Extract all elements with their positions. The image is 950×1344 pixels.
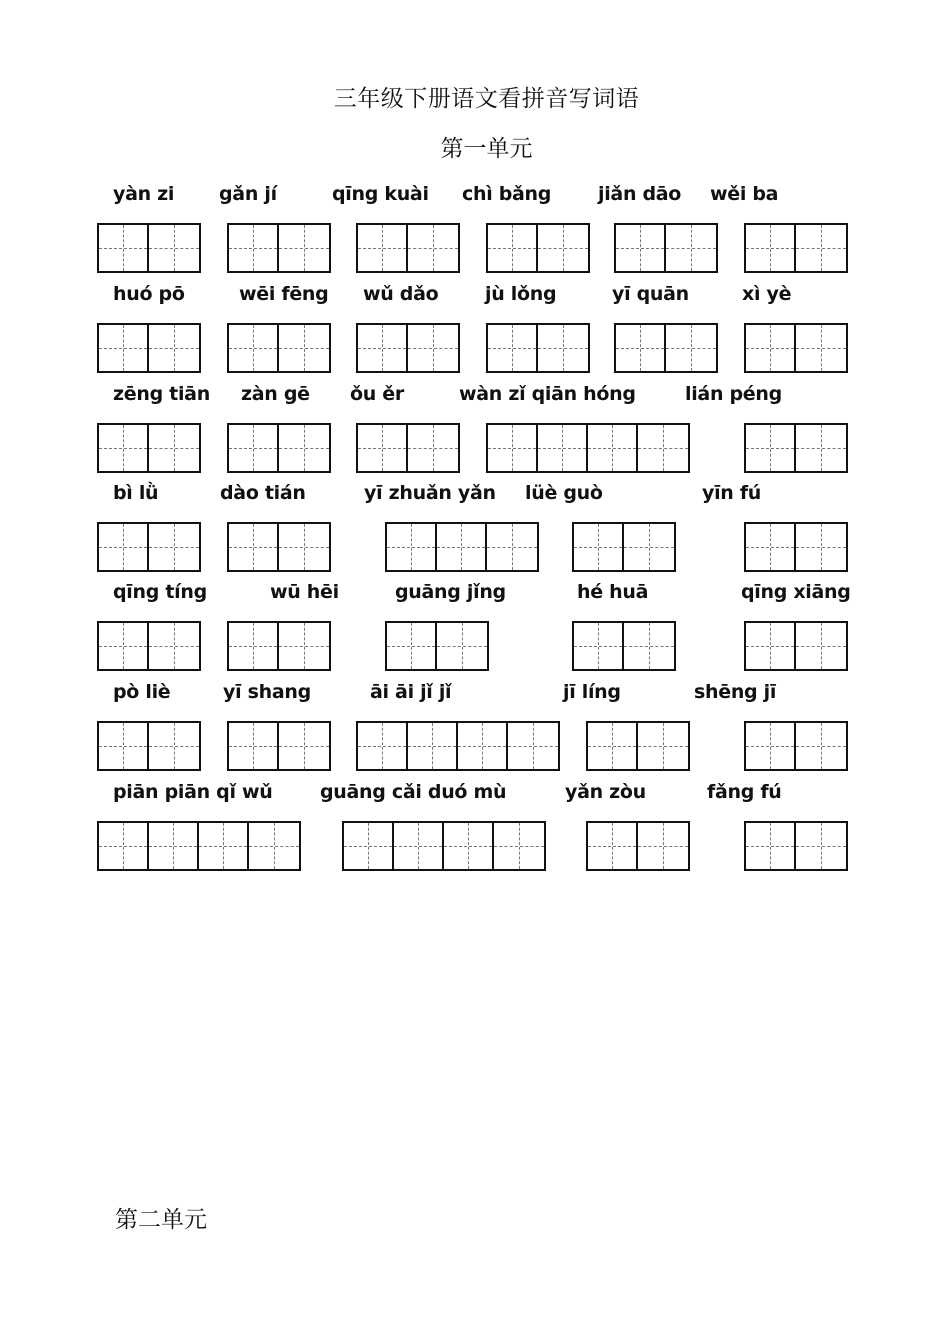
answer-grid[interactable] (227, 423, 331, 473)
character-cell[interactable] (538, 225, 588, 271)
character-cell[interactable] (229, 425, 279, 471)
answer-grid[interactable] (744, 821, 848, 871)
answer-grid[interactable] (227, 223, 331, 273)
pinyin-prompt: dào tián (220, 482, 306, 504)
character-cell[interactable] (796, 823, 846, 869)
character-cell[interactable] (229, 723, 279, 769)
character-cell[interactable] (638, 723, 688, 769)
character-cell[interactable] (796, 325, 846, 371)
character-cell[interactable] (279, 225, 329, 271)
character-cell[interactable] (538, 425, 588, 471)
character-cell[interactable] (149, 325, 199, 371)
pinyin-prompt: yīn fú (702, 482, 762, 504)
character-cell[interactable] (437, 623, 487, 669)
character-cell[interactable] (746, 524, 796, 570)
character-cell[interactable] (99, 623, 149, 669)
character-cell[interactable] (796, 623, 846, 669)
character-cell[interactable] (358, 723, 408, 769)
character-cell[interactable] (279, 623, 329, 669)
character-cell[interactable] (624, 524, 674, 570)
pinyin-prompt: āi āi jǐ jǐ (370, 681, 452, 703)
character-cell[interactable] (444, 823, 494, 869)
character-cell[interactable] (149, 225, 199, 271)
character-cell[interactable] (387, 623, 437, 669)
character-cell[interactable] (588, 425, 638, 471)
character-cell[interactable] (588, 823, 638, 869)
pinyin-prompt: fǎng fú (707, 781, 782, 803)
character-cell[interactable] (588, 723, 638, 769)
character-cell[interactable] (279, 425, 329, 471)
pinyin-prompt: wàn zǐ qiān hóng (459, 383, 636, 405)
character-cell[interactable] (99, 325, 149, 371)
answer-grid[interactable] (586, 821, 690, 871)
answer-grid[interactable] (614, 323, 718, 373)
character-cell[interactable] (796, 425, 846, 471)
pinyin-prompt: yī zhuǎn yǎn (364, 482, 496, 504)
character-cell[interactable] (746, 225, 796, 271)
pinyin-prompt: ǒu ěr (350, 383, 404, 405)
character-cell[interactable] (249, 823, 299, 869)
pinyin-prompt: huó pō (113, 283, 185, 305)
pinyin-prompt: jù lǒng (485, 283, 557, 305)
answer-grid[interactable] (356, 323, 460, 373)
pinyin-prompt: yǎn zòu (565, 781, 646, 803)
character-cell[interactable] (488, 225, 538, 271)
answer-grid[interactable] (227, 721, 331, 771)
character-cell[interactable] (149, 623, 199, 669)
character-cell[interactable] (638, 823, 688, 869)
pinyin-prompt: qīng tíng (113, 581, 207, 603)
answer-grid[interactable] (614, 223, 718, 273)
answer-grid[interactable] (385, 621, 489, 671)
pinyin-prompt: jiǎn dāo (598, 183, 682, 205)
pinyin-prompt: wū hēi (270, 581, 339, 603)
pinyin-prompt: yàn zi (113, 183, 175, 205)
character-cell[interactable] (99, 425, 149, 471)
answer-grid[interactable] (342, 821, 546, 871)
answer-grid[interactable] (486, 323, 590, 373)
pinyin-prompt: lián péng (685, 383, 782, 405)
pinyin-prompt: zàn gē (241, 383, 310, 405)
answer-grid[interactable] (572, 522, 676, 572)
pinyin-prompt: guāng cǎi duó mù (320, 781, 507, 803)
character-cell[interactable] (746, 425, 796, 471)
pinyin-prompt: hé huā (577, 581, 649, 603)
character-cell[interactable] (408, 723, 458, 769)
pinyin-prompt: chì bǎng (462, 183, 552, 205)
answer-grid[interactable] (385, 522, 539, 572)
character-cell[interactable] (574, 524, 624, 570)
character-cell[interactable] (746, 623, 796, 669)
character-cell[interactable] (494, 823, 544, 869)
answer-grid[interactable] (572, 621, 676, 671)
character-cell[interactable] (796, 225, 846, 271)
pinyin-prompt: lüè guò (525, 482, 603, 504)
answer-grid[interactable] (227, 323, 331, 373)
answer-grid[interactable] (744, 423, 848, 473)
character-cell[interactable] (99, 524, 149, 570)
answer-grid[interactable] (744, 721, 848, 771)
character-cell[interactable] (488, 425, 538, 471)
character-cell[interactable] (638, 425, 688, 471)
character-cell[interactable] (279, 723, 329, 769)
page-title: 三年级下册语文看拼音写词语 (333, 86, 640, 112)
answer-grid[interactable] (227, 522, 331, 572)
character-cell[interactable] (149, 425, 199, 471)
answer-grid[interactable] (486, 223, 590, 273)
character-cell[interactable] (408, 425, 458, 471)
character-cell[interactable] (149, 524, 199, 570)
pinyin-prompt: piān piān qǐ wǔ (113, 781, 273, 803)
character-cell[interactable] (344, 823, 394, 869)
pinyin-prompt: xì yè (742, 283, 792, 305)
answer-grid[interactable] (227, 621, 331, 671)
pinyin-prompt: qīng kuài (332, 183, 429, 205)
answer-grid[interactable] (97, 721, 201, 771)
character-cell[interactable] (358, 225, 408, 271)
character-cell[interactable] (408, 325, 458, 371)
answer-grid[interactable] (97, 423, 201, 473)
character-cell[interactable] (746, 823, 796, 869)
answer-grid[interactable] (744, 522, 848, 572)
character-cell[interactable] (149, 823, 199, 869)
character-cell[interactable] (387, 524, 437, 570)
character-cell[interactable] (229, 225, 279, 271)
pinyin-prompt: shēng jī (694, 681, 777, 703)
character-cell[interactable] (746, 723, 796, 769)
pinyin-prompt: yī shang (223, 681, 311, 703)
character-cell[interactable] (199, 823, 249, 869)
answer-grid[interactable] (744, 323, 848, 373)
character-cell[interactable] (394, 823, 444, 869)
character-cell[interactable] (574, 623, 624, 669)
answer-grid[interactable] (486, 423, 690, 473)
character-cell[interactable] (99, 823, 149, 869)
pinyin-prompt: zēng tiān (113, 383, 210, 405)
character-cell[interactable] (408, 225, 458, 271)
pinyin-prompt: wēi fēng (239, 283, 329, 305)
pinyin-prompt: pò liè (113, 681, 171, 703)
answer-grid[interactable] (97, 621, 201, 671)
pinyin-prompt: gǎn jí (219, 183, 277, 205)
character-cell[interactable] (229, 524, 279, 570)
answer-grid[interactable] (97, 522, 201, 572)
character-cell[interactable] (538, 325, 588, 371)
character-cell[interactable] (666, 225, 716, 271)
character-cell[interactable] (666, 325, 716, 371)
character-cell[interactable] (358, 325, 408, 371)
character-cell[interactable] (487, 524, 537, 570)
pinyin-prompt: qīng xiāng (741, 581, 851, 603)
answer-grid[interactable] (97, 223, 201, 273)
answer-grid[interactable] (97, 821, 301, 871)
pinyin-prompt: guāng jǐng (395, 581, 506, 603)
character-cell[interactable] (279, 325, 329, 371)
character-cell[interactable] (458, 723, 508, 769)
character-cell[interactable] (624, 623, 674, 669)
character-cell[interactable] (279, 524, 329, 570)
character-cell[interactable] (229, 623, 279, 669)
character-cell[interactable] (616, 325, 666, 371)
pinyin-prompt: yī quān (612, 283, 689, 305)
pinyin-prompt: jī líng (563, 681, 621, 703)
answer-grid[interactable] (586, 721, 690, 771)
character-cell[interactable] (796, 723, 846, 769)
character-cell[interactable] (616, 225, 666, 271)
character-cell[interactable] (149, 723, 199, 769)
character-cell[interactable] (746, 325, 796, 371)
character-cell[interactable] (796, 524, 846, 570)
answer-grid[interactable] (356, 721, 560, 771)
character-cell[interactable] (229, 325, 279, 371)
answer-grid[interactable] (744, 621, 848, 671)
character-cell[interactable] (99, 225, 149, 271)
character-cell[interactable] (508, 723, 558, 769)
pinyin-prompt: wǔ dǎo (363, 283, 439, 305)
character-cell[interactable] (488, 325, 538, 371)
unit-2-heading: 第二单元 (115, 1207, 207, 1233)
answer-grid[interactable] (744, 223, 848, 273)
answer-grid[interactable] (356, 423, 460, 473)
answer-grid[interactable] (356, 223, 460, 273)
character-cell[interactable] (358, 425, 408, 471)
pinyin-prompt: wěi ba (710, 183, 779, 205)
unit-1-heading: 第一单元 (440, 136, 533, 162)
character-cell[interactable] (437, 524, 487, 570)
pinyin-prompt: bì lǜ (113, 482, 159, 504)
character-cell[interactable] (99, 723, 149, 769)
answer-grid[interactable] (97, 323, 201, 373)
